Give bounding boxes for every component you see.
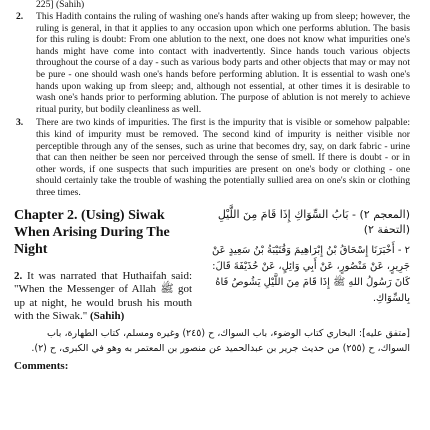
hadith-english [14,270,192,324]
comments-heading: Comments: [14,359,69,372]
note-2-number: 2. [16,11,24,22]
chapter-title: Chapter 2. (Using) Siwak When Arising During The Night [14,207,170,257]
arabic-column [202,207,410,324]
hadith-arabic: ٢ - أَخْبَرَنَا إِسْحَاقُ بْنُ إِبْرَاهِيمَ وَقُتَيْبَةُ بْنُ سَعِيدٍ عَنْ جَرِيرٍ، عَنْ مَنْصُورٍ، عَنْ أَبِي وَائِلٍ، عَنْ حُذَيْفَةَ قَالَ: كَانَ رَسُولُ اللهِ ﷺ إِذَا قَامَ مِنَ اللَّيْلِ يَشُوصُ فَاهُ بِالسِّوَاكِ. [211,244,410,304]
note-3-text: There are two kinds of impurities. The first is the impurity that is visible or somehow palpable: this kind of impurity must be removed. The second kind of impurity is neither visible nor perceptible through any of the senses, such as urine that becomes dry, say, on dark fabric - urine that can then neither be seen nor perceived through the sense of smell. If there is doubt - or in other words, if one suspects that such impurities are present on one's body or clothing - one should certainly take the trouble of washing the potentially sullied area on one's skin or clothing three times. [36,117,410,198]
note-2 [14,11,410,115]
hadith-text: It was narrated that Huthaifah said: "When the Messenger of Allah ﷺ got up at night, he would brush his mouth with the Siwak." [14,269,193,322]
takhrij-arabic: [متفق عليه]: البخاري كتاب الوضوء، باب السواك، ح (٢٤٥) وغيره ومسلم، كتاب الطهارة، باب السواك، ح (٢٥٥) من حديث جرير بن عبدالحميد عن منصور بن المعتمر به وهو في الكبرى، ح (٢). [31,327,410,354]
english-column [14,207,192,324]
hadith-grade: (Sahih) [90,310,125,322]
note-3-number: 3. [16,117,24,129]
hadith-number: 2. [14,269,23,282]
note-3 [14,117,410,198]
note-2-text: This Hadith contains the ruling of washing one's hands after waking up from sleep; however, the ruling is general, in that it applies to any occasion upon which one performs ablution. The basis for this ruling is doubt: From one ablution to the next, one does not know what impurities one's hands might have come into contact with inadvertently. Since hands touch various objects throughout the course of a day - such as various body parts and other objects that may or may not be pure - one should wash one's hands before performing ablution. It is essential to wash one's hands upon waking up from sleep; and, although not essential, at other times it is desirable to wash one's hands prior to performing ablution. The purpose of ablution is not merely to achieve ritual purity, but bodily cleanliness as well. [36,11,410,115]
previous-grade-line: 225] (Sahih) [36,0,85,10]
chapter-title-arabic: (المعجم ٢) - بَابُ السِّوَاكِ إِذَا قَامَ مِنَ اللَّيْلِ (التحفة ٢) [217,207,410,236]
hadith-section [14,207,410,324]
